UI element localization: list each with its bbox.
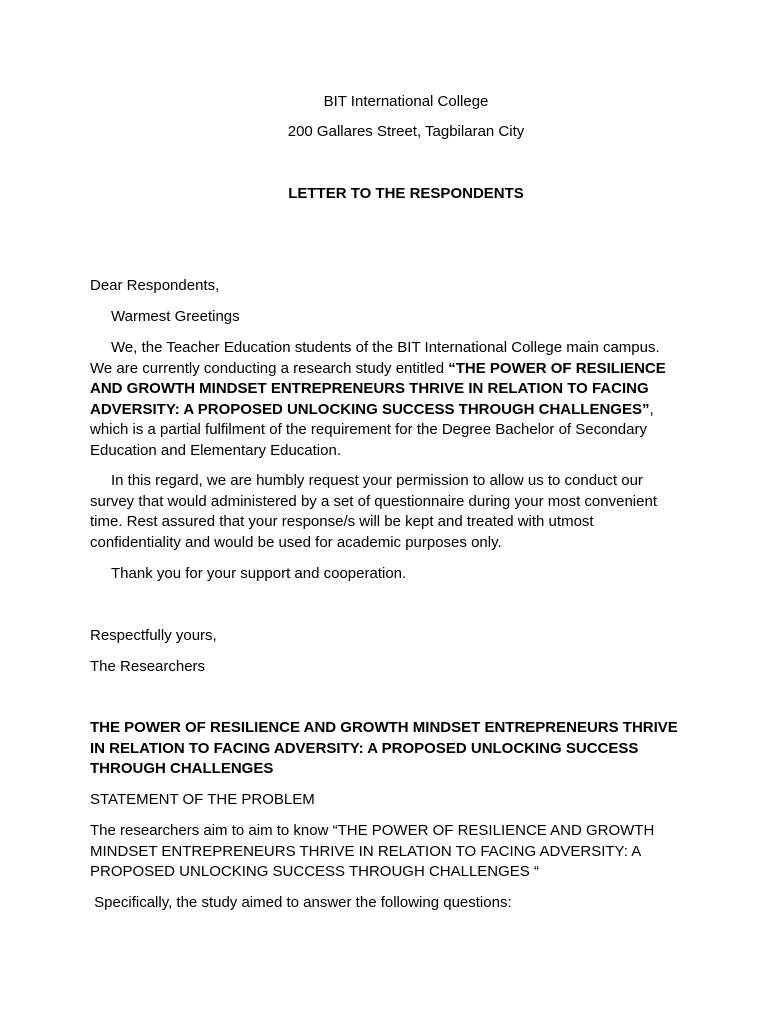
study-title-inline: “THE POWER OF RESILIENCE AND GROWTH MINDSET ENTREPRENEURS THRIVE IN RELATION TO FACING ADVERSITY: A PROPOSED UNLOCKING SUCCESS THROUGH CHALLENGES”	[90, 359, 666, 418]
paragraph-intro-text: We, the Teacher Education students of the BIT International College main campus. We are currently conducting a research study entitled	[90, 339, 660, 377]
paragraph-thanks: Thank you for your support and cooperation.	[111, 565, 407, 582]
study-title-heading: THE POWER OF RESILIENCE AND GROWTH MINDSET ENTREPRENEURS THRIVE IN RELATION TO FACING ADVERSITY: A PROPOSED UNLOCKING SUCCESS THROUGH CHALLENGES	[90, 719, 678, 777]
closing: Respectfully yours,	[90, 627, 217, 644]
questions-intro: Specifically, the study aimed to answer the following questions:	[90, 894, 512, 911]
greeting: Warmest Greetings	[111, 308, 240, 325]
signature: The Researchers	[90, 658, 206, 675]
paragraph-intro-suffix: , which is a partial fulfilment of the requirement for the Degree Bachelor of Secondary Education and Elementary Education.	[90, 400, 654, 459]
institution-address: 200 Gallares Street, Tagbilaran City	[287, 123, 525, 140]
paragraph-intro	[90, 338, 680, 461]
paragraph-permission: In this regard, we are humbly request your permission to allow us to conduct our survey that would administered by a set of questionnaire during your most convenient time. Rest assured that your response/s will be kept and treated with utmost confidentiality and would be used for academic purposes only.	[90, 472, 657, 551]
salutation: Dear Respondents,	[90, 277, 220, 294]
section-heading: STATEMENT OF THE PROBLEM	[90, 791, 315, 808]
research-aim: The researchers aim to aim to know “THE POWER OF RESILIENCE AND GROWTH MINDSET ENTREPRENEURS THRIVE IN RELATION TO FACING ADVERSITY: A PROPOSED UNLOCKING SUCCESS THROUGH CHALLENGES “	[90, 822, 655, 880]
letter-title: LETTER TO THE RESPONDENTS	[288, 185, 524, 202]
institution-name: BIT International College	[323, 93, 489, 110]
